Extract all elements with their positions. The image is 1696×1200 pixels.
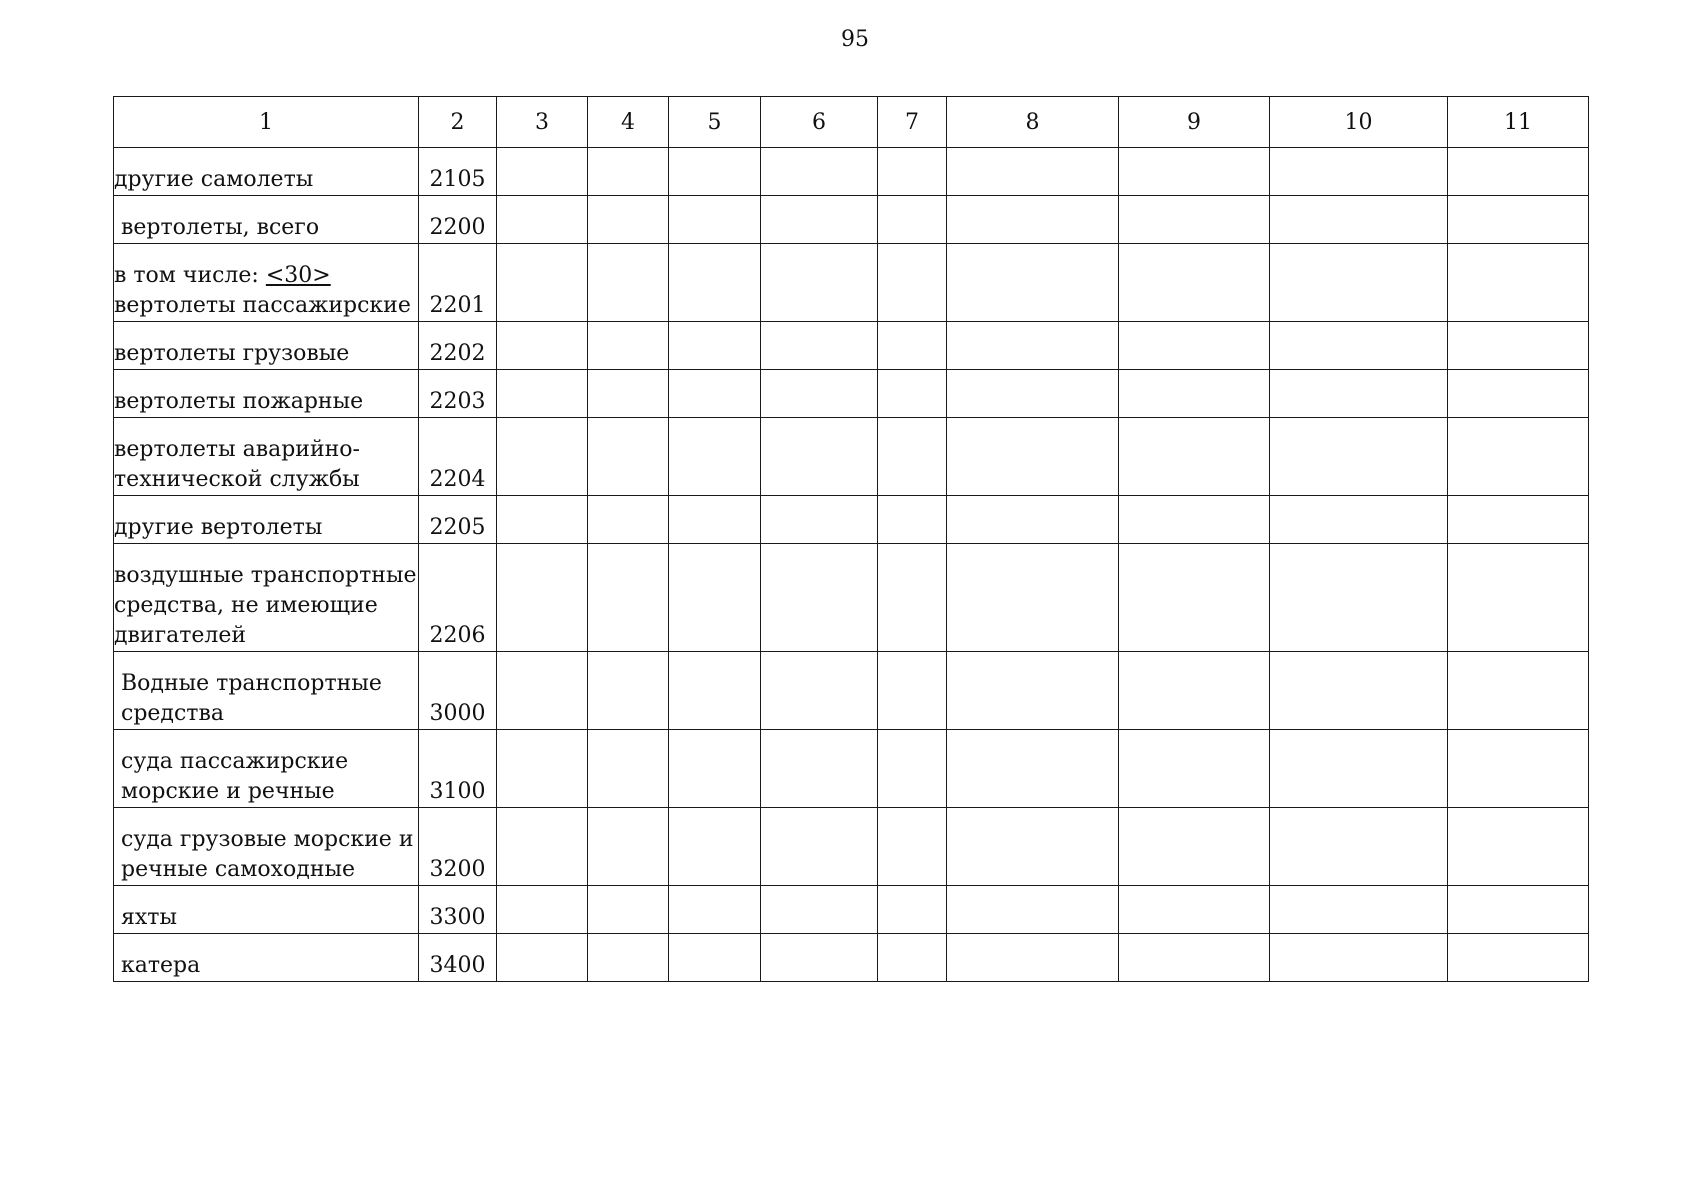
row-label-prefix: в том числе: (114, 263, 266, 288)
row-code: 2204 (419, 418, 497, 496)
row-code: 3300 (419, 886, 497, 934)
empty-cell-col-9 (1119, 370, 1270, 418)
empty-cell-col-7 (878, 934, 947, 982)
empty-cell-col-11 (1448, 808, 1589, 886)
column-header-9: 9 (1119, 97, 1270, 148)
empty-cell-col-3 (497, 808, 588, 886)
empty-cell-col-7 (878, 544, 947, 652)
empty-cell-col-10 (1270, 244, 1448, 322)
empty-cell-col-11 (1448, 544, 1589, 652)
empty-cell-col-7 (878, 652, 947, 730)
empty-cell-col-7 (878, 196, 947, 244)
row-label-line: Водные транспортные (121, 671, 382, 696)
row-label (114, 196, 419, 244)
empty-cell-col-5 (669, 730, 761, 808)
column-header-3: 3 (497, 97, 588, 148)
table-row (114, 244, 1589, 322)
empty-cell-col-4 (588, 418, 669, 496)
column-header-8: 8 (947, 97, 1119, 148)
empty-cell-col-8 (947, 496, 1119, 544)
empty-cell-col-9 (1119, 196, 1270, 244)
empty-cell-col-7 (878, 148, 947, 196)
empty-cell-col-10 (1270, 544, 1448, 652)
empty-cell-col-5 (669, 652, 761, 730)
empty-cell-col-4 (588, 886, 669, 934)
empty-cell-col-5 (669, 148, 761, 196)
table-row (114, 730, 1589, 808)
row-label-line: катера (121, 953, 201, 978)
table-row (114, 934, 1589, 982)
empty-cell-col-3 (497, 496, 588, 544)
empty-cell-col-9 (1119, 148, 1270, 196)
column-header-7: 7 (878, 97, 947, 148)
row-code: 2206 (419, 544, 497, 652)
empty-cell-col-10 (1270, 148, 1448, 196)
row-label-line: вертолеты пассажирские (114, 293, 411, 318)
empty-cell-col-3 (497, 652, 588, 730)
table-header (114, 97, 1589, 148)
empty-cell-col-4 (588, 322, 669, 370)
row-label (114, 322, 419, 370)
empty-cell-col-6 (761, 418, 878, 496)
empty-cell-col-6 (761, 196, 878, 244)
row-label-line: двигателей (114, 623, 247, 648)
row-code: 3200 (419, 808, 497, 886)
empty-cell-col-7 (878, 496, 947, 544)
column-header-11: 11 (1448, 97, 1589, 148)
empty-cell-col-9 (1119, 730, 1270, 808)
empty-cell-col-7 (878, 418, 947, 496)
table-row (114, 652, 1589, 730)
empty-cell-col-6 (761, 148, 878, 196)
empty-cell-col-5 (669, 886, 761, 934)
row-code: 3100 (419, 730, 497, 808)
empty-cell-col-9 (1119, 886, 1270, 934)
row-label (114, 148, 419, 196)
empty-cell-col-4 (588, 370, 669, 418)
empty-cell-col-11 (1448, 730, 1589, 808)
empty-cell-col-10 (1270, 934, 1448, 982)
empty-cell-col-11 (1448, 496, 1589, 544)
row-label-line: яхты (121, 905, 177, 930)
row-label (114, 244, 419, 322)
empty-cell-col-4 (588, 544, 669, 652)
empty-cell-col-6 (761, 808, 878, 886)
column-header-5: 5 (669, 97, 761, 148)
row-code: 2105 (419, 148, 497, 196)
empty-cell-col-5 (669, 370, 761, 418)
row-label-line: средства (121, 701, 224, 726)
empty-cell-col-6 (761, 370, 878, 418)
empty-cell-col-5 (669, 934, 761, 982)
page-number: 95 (841, 27, 869, 52)
row-label-line: другие самолеты (114, 167, 314, 192)
column-header-4: 4 (588, 97, 669, 148)
empty-cell-col-4 (588, 244, 669, 322)
row-label-line: воздушные транспортные (114, 563, 417, 588)
empty-cell-col-5 (669, 244, 761, 322)
empty-cell-col-11 (1448, 148, 1589, 196)
header-row (114, 97, 1589, 148)
empty-cell-col-10 (1270, 322, 1448, 370)
row-code: 2201 (419, 244, 497, 322)
empty-cell-col-7 (878, 244, 947, 322)
empty-cell-col-6 (761, 322, 878, 370)
footnote-reference-link[interactable]: <30> (265, 263, 331, 288)
empty-cell-col-3 (497, 148, 588, 196)
row-label-line: вертолеты грузовые (114, 341, 350, 366)
empty-cell-col-10 (1270, 730, 1448, 808)
row-label (114, 418, 419, 496)
empty-cell-col-8 (947, 322, 1119, 370)
empty-cell-col-5 (669, 496, 761, 544)
table-row (114, 544, 1589, 652)
empty-cell-col-9 (1119, 652, 1270, 730)
table-row (114, 196, 1589, 244)
empty-cell-col-9 (1119, 808, 1270, 886)
empty-cell-col-3 (497, 886, 588, 934)
row-label-line: морские и речные (121, 779, 335, 804)
data-table (113, 96, 1589, 982)
row-label (114, 652, 419, 730)
empty-cell-col-6 (761, 544, 878, 652)
empty-cell-col-6 (761, 730, 878, 808)
empty-cell-col-8 (947, 370, 1119, 418)
empty-cell-col-8 (947, 244, 1119, 322)
row-label (114, 730, 419, 808)
empty-cell-col-3 (497, 370, 588, 418)
empty-cell-col-9 (1119, 544, 1270, 652)
row-code: 2205 (419, 496, 497, 544)
empty-cell-col-10 (1270, 886, 1448, 934)
column-header-2: 2 (419, 97, 497, 148)
empty-cell-col-8 (947, 544, 1119, 652)
empty-cell-col-8 (947, 196, 1119, 244)
empty-cell-col-10 (1270, 808, 1448, 886)
empty-cell-col-6 (761, 496, 878, 544)
table-row (114, 322, 1589, 370)
empty-cell-col-9 (1119, 496, 1270, 544)
empty-cell-col-4 (588, 148, 669, 196)
empty-cell-col-8 (947, 934, 1119, 982)
empty-cell-col-7 (878, 730, 947, 808)
row-code: 2203 (419, 370, 497, 418)
empty-cell-col-4 (588, 196, 669, 244)
empty-cell-col-10 (1270, 652, 1448, 730)
empty-cell-col-9 (1119, 418, 1270, 496)
row-label (114, 496, 419, 544)
empty-cell-col-4 (588, 496, 669, 544)
table-row (114, 370, 1589, 418)
empty-cell-col-5 (669, 418, 761, 496)
empty-cell-col-8 (947, 418, 1119, 496)
empty-cell-col-6 (761, 652, 878, 730)
empty-cell-col-8 (947, 808, 1119, 886)
empty-cell-col-7 (878, 322, 947, 370)
row-code: 2202 (419, 322, 497, 370)
table-row (114, 808, 1589, 886)
table-body (114, 148, 1589, 982)
empty-cell-col-11 (1448, 370, 1589, 418)
row-label-line: средства, не имеющие (114, 593, 378, 618)
row-label-line: вертолеты пожарные (114, 389, 364, 414)
empty-cell-col-6 (761, 244, 878, 322)
row-label (114, 886, 419, 934)
row-label (114, 544, 419, 652)
empty-cell-col-11 (1448, 322, 1589, 370)
row-label-line: вертолеты аварийно- (114, 437, 360, 462)
column-header-6: 6 (761, 97, 878, 148)
empty-cell-col-3 (497, 934, 588, 982)
empty-cell-col-10 (1270, 370, 1448, 418)
empty-cell-col-4 (588, 652, 669, 730)
row-label-line: суда пассажирские (121, 749, 349, 774)
table-row (114, 496, 1589, 544)
row-label (114, 808, 419, 886)
empty-cell-col-4 (588, 808, 669, 886)
row-code: 2200 (419, 196, 497, 244)
empty-cell-col-3 (497, 730, 588, 808)
empty-cell-col-11 (1448, 934, 1589, 982)
empty-cell-col-4 (588, 730, 669, 808)
empty-cell-col-3 (497, 544, 588, 652)
empty-cell-col-3 (497, 322, 588, 370)
empty-cell-col-6 (761, 886, 878, 934)
empty-cell-col-8 (947, 148, 1119, 196)
row-label (114, 370, 419, 418)
empty-cell-col-8 (947, 730, 1119, 808)
row-label-line: суда грузовые морские и (121, 827, 414, 852)
empty-cell-col-10 (1270, 496, 1448, 544)
empty-cell-col-8 (947, 886, 1119, 934)
row-label (114, 934, 419, 982)
column-header-10: 10 (1270, 97, 1448, 148)
column-header-1: 1 (114, 97, 419, 148)
empty-cell-col-5 (669, 196, 761, 244)
empty-cell-col-7 (878, 370, 947, 418)
empty-cell-col-7 (878, 808, 947, 886)
empty-cell-col-5 (669, 808, 761, 886)
empty-cell-col-8 (947, 652, 1119, 730)
empty-cell-col-11 (1448, 886, 1589, 934)
empty-cell-col-11 (1448, 418, 1589, 496)
empty-cell-col-9 (1119, 244, 1270, 322)
empty-cell-col-11 (1448, 652, 1589, 730)
row-label-line: вертолеты, всего (121, 215, 320, 240)
empty-cell-col-3 (497, 244, 588, 322)
empty-cell-col-10 (1270, 196, 1448, 244)
row-code: 3400 (419, 934, 497, 982)
row-code: 3000 (419, 652, 497, 730)
row-label-line: технической службы (114, 467, 360, 492)
row-label-line: речные самоходные (121, 857, 356, 882)
table-row (114, 148, 1589, 196)
table-row (114, 418, 1589, 496)
empty-cell-col-7 (878, 886, 947, 934)
empty-cell-col-3 (497, 418, 588, 496)
table-row (114, 886, 1589, 934)
empty-cell-col-11 (1448, 196, 1589, 244)
empty-cell-col-5 (669, 322, 761, 370)
empty-cell-col-11 (1448, 244, 1589, 322)
empty-cell-col-9 (1119, 934, 1270, 982)
empty-cell-col-5 (669, 544, 761, 652)
empty-cell-col-9 (1119, 322, 1270, 370)
empty-cell-col-3 (497, 196, 588, 244)
empty-cell-col-6 (761, 934, 878, 982)
row-label-line: другие вертолеты (114, 515, 323, 540)
empty-cell-col-4 (588, 934, 669, 982)
empty-cell-col-10 (1270, 418, 1448, 496)
